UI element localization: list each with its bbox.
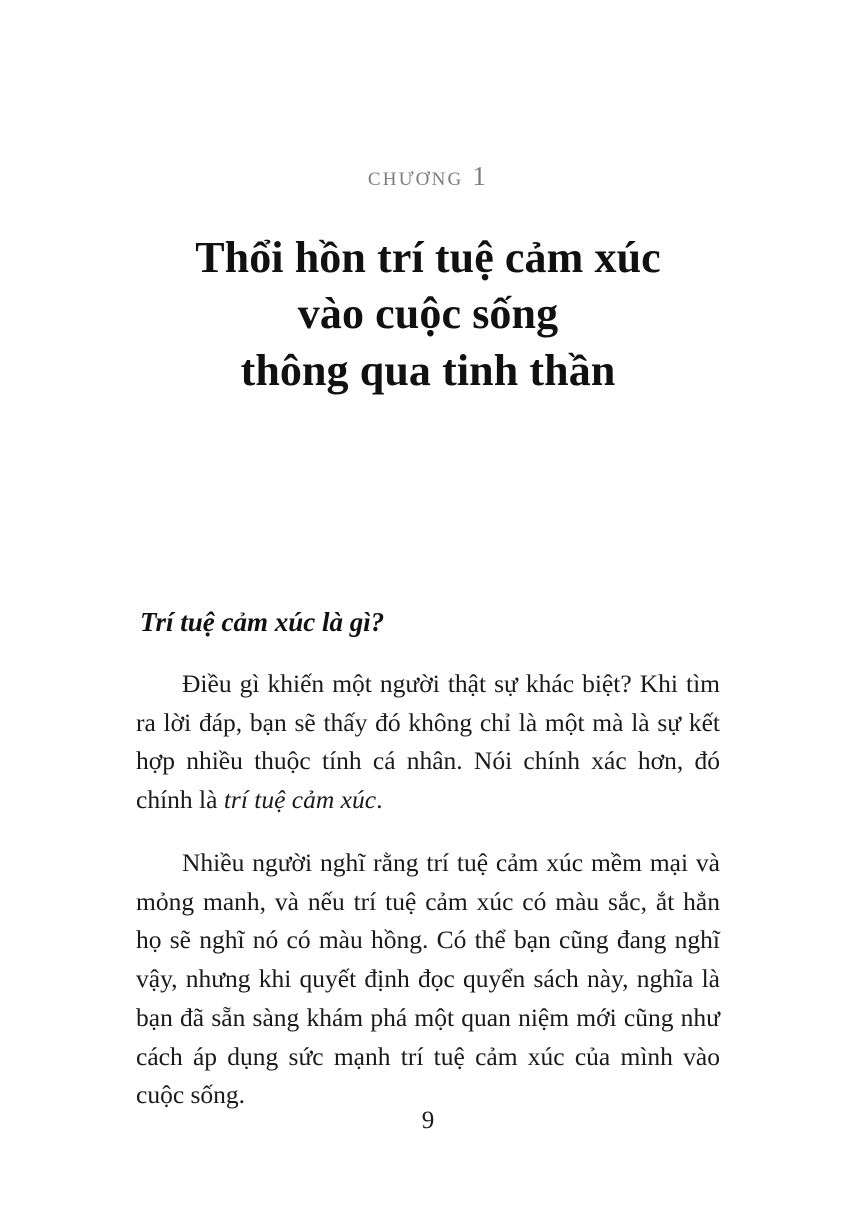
- paragraph-1: [136, 665, 720, 820]
- paragraph-1-text-before: Điều gì khiến một người thật sự khác biệt? Khi tìm ra lời đáp, bạn sẽ thấy đó không chỉ là một mà là sự kết hợp nhiều thuộc tính cá nhân. Nói chính xác hơn, đó chính là: [136, 668, 720, 815]
- chapter-label: chương 1: [367, 161, 489, 191]
- section-heading: Trí tuệ cảm xúc là gì?: [140, 607, 385, 638]
- page-number: 9: [421, 1107, 435, 1134]
- chapter-title-line-2: vào cuộc sống: [297, 289, 559, 339]
- paragraph-2-text: Nhiều người nghĩ rằng trí tuệ cảm xúc mềm mại và mỏng manh, và nếu trí tuệ cảm xúc có màu sắc, ắt hẳn họ sẽ nghĩ nó có màu hồng. Có thể bạn cũng đang nghĩ vậy, nhưng khi quyết định đọc quyển sách này, nghĩa là bạn đã sẵn sàng khám phá một quan niệm mới cũng như cách áp dụng sức mạnh trí tuệ cảm xúc của mình vào cuộc sống.: [136, 847, 720, 1110]
- page-title: [108, 230, 748, 399]
- paragraph-1-text-after: .: [376, 785, 383, 815]
- paragraph-2: [136, 844, 720, 1115]
- paragraph-1-emphasis: trí tuệ cảm xúc: [223, 785, 377, 815]
- chapter-title-line-3: thông qua tinh thần: [240, 345, 616, 395]
- chapter-title-line-1: Thổi hồn trí tuệ cảm xúc: [195, 233, 661, 282]
- body-text-block: [136, 606, 720, 1115]
